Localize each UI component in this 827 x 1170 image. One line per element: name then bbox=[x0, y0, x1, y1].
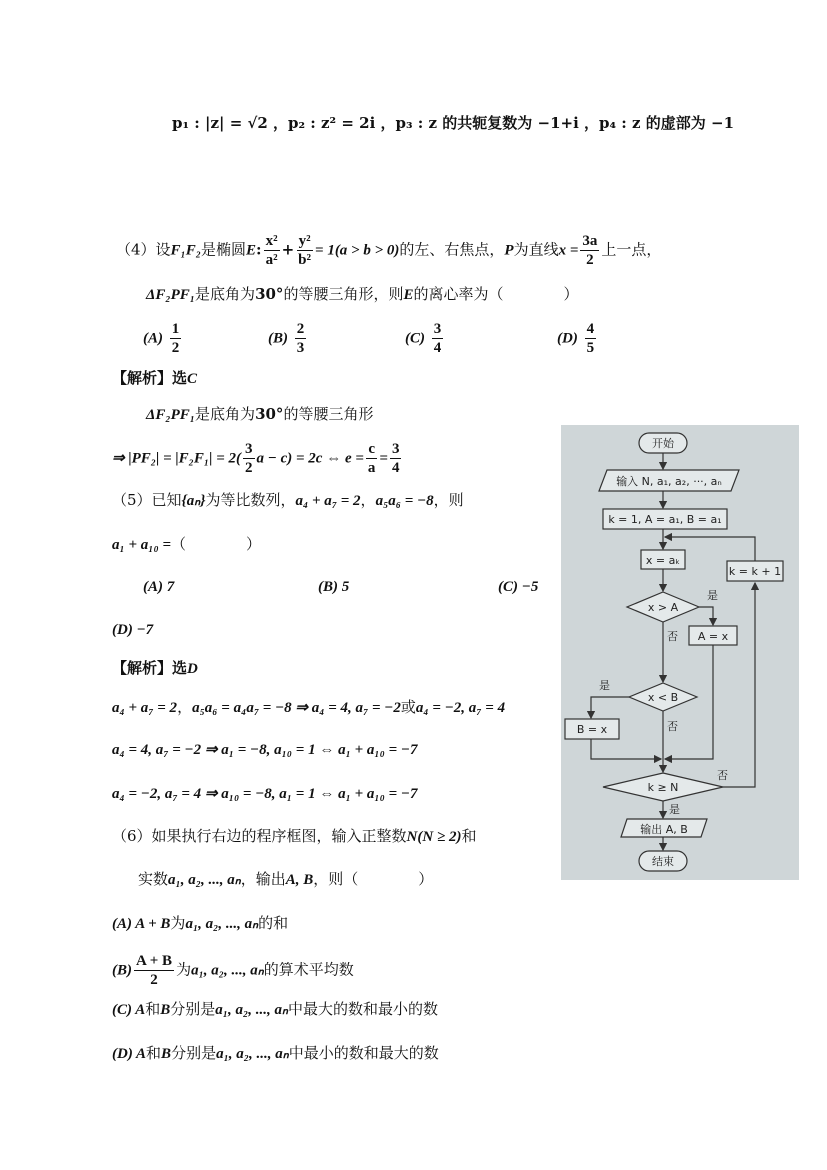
option-label: (A) bbox=[143, 330, 163, 347]
solution-math: a₅a₆ = a₄a₇ = −8 ⇒ a₄ = 4, a₇ = −2 bbox=[192, 700, 401, 716]
flow-input-label: 输入 N, a₁, a₂, ···, aₙ bbox=[616, 475, 722, 488]
frac-den: 2 bbox=[171, 340, 180, 356]
option-text: 和 bbox=[145, 1000, 161, 1018]
option-frac bbox=[134, 952, 174, 989]
q5-solution-line3: a₄ = −2, a₇ = 4 ⇒ a₁₀ = −8, a₁ = 1 ⇔ a₁ + a₁₀ = −7 bbox=[112, 786, 418, 802]
q6-text: 实数 bbox=[138, 870, 169, 888]
frac-den: 4 bbox=[433, 340, 442, 356]
option-frac bbox=[432, 320, 444, 357]
solution-text: ， bbox=[177, 698, 193, 716]
option-text: 的和 bbox=[258, 914, 289, 932]
flow-end-label: 结束 bbox=[652, 855, 674, 868]
q4-text: 为直线 bbox=[513, 240, 559, 259]
flow-setB-label: B = x bbox=[576, 723, 608, 736]
q6-stem-line1 bbox=[112, 826, 476, 847]
solution-frac bbox=[390, 440, 402, 477]
flow-init-label: k = 1, A = a₁, B = a₁ bbox=[608, 513, 722, 526]
answer-label: 【解析】选 bbox=[112, 659, 188, 677]
frac-num: 3 bbox=[391, 441, 400, 457]
proposition-line: p₁ : |z| = √2 ，p₂ : z² = 2i ，p₃ : z 的共轭复数为 −1+i ，p₄ : z 的虚部为 −1 bbox=[172, 114, 735, 132]
q6-text: ，则（ ） bbox=[313, 870, 434, 888]
solution-math: ⇒ |PF₂| = |F₂F₁| = 2( bbox=[112, 450, 241, 467]
q5-stem-line1 bbox=[112, 490, 464, 511]
option-text: 分别是 bbox=[170, 1000, 216, 1018]
answer-choice: C bbox=[187, 371, 198, 387]
q4-frac-x bbox=[264, 232, 280, 269]
q4-angle: 30° bbox=[255, 285, 284, 303]
q5-text: （5）已知 bbox=[112, 491, 182, 509]
frac-den: 2 bbox=[245, 460, 253, 476]
flow-no1-label: 否 bbox=[667, 630, 678, 643]
q4-text: 是底角为 bbox=[195, 285, 256, 303]
frac-den: 2 bbox=[586, 252, 594, 268]
q4-option-d bbox=[557, 320, 598, 357]
frac-num: 3 bbox=[433, 321, 442, 337]
option-text: 中最大的数和最小的数 bbox=[287, 1000, 438, 1018]
q5-math: a₁ + a₁₀ = bbox=[112, 537, 172, 553]
option-text: 为 bbox=[176, 960, 192, 979]
option-text: 的算术平均数 bbox=[263, 960, 354, 979]
q4-text: 的左、右焦点， bbox=[399, 240, 505, 259]
option-text: 和 bbox=[146, 1044, 162, 1062]
solution-text: 或 bbox=[400, 698, 416, 716]
frac-den: 3 bbox=[296, 340, 305, 356]
flow-edge bbox=[699, 607, 713, 625]
solution-frac bbox=[366, 440, 378, 477]
q6-option-c bbox=[112, 999, 438, 1020]
frac-den: a bbox=[367, 460, 376, 476]
q6-math: N(N ≥ 2) bbox=[406, 829, 462, 845]
frac-den: 2 bbox=[150, 972, 158, 988]
flow-yes2-label: 是 bbox=[599, 679, 610, 692]
flow-start-label: 开始 bbox=[652, 437, 674, 450]
option-frac bbox=[585, 320, 597, 357]
frac-den: b² bbox=[298, 252, 312, 268]
q4-answer bbox=[112, 368, 197, 389]
q4-option-b bbox=[268, 320, 308, 357]
q5-math: a₅a₆ = −8 bbox=[375, 493, 434, 509]
frac-num: 3a bbox=[582, 233, 598, 249]
q5-option-d: (D) −7 bbox=[112, 622, 154, 638]
flow-cond2-label: x < B bbox=[647, 691, 679, 704]
option-label: (B) bbox=[268, 330, 288, 347]
q6-text: 和 bbox=[461, 827, 477, 845]
option-math: B bbox=[160, 1002, 171, 1018]
option-frac bbox=[295, 320, 307, 357]
q5-stem-line2 bbox=[112, 534, 261, 555]
q4-option-a bbox=[143, 320, 183, 357]
q4-E: E bbox=[246, 242, 257, 259]
flow-edge bbox=[591, 739, 661, 759]
q5-seq: {aₙ} bbox=[181, 493, 206, 509]
option-math: a₁, a₂, ..., aₙ bbox=[215, 1002, 288, 1018]
q5-text: ， bbox=[360, 491, 376, 509]
option-math: (D) A bbox=[112, 1046, 147, 1062]
q4-plus: + bbox=[281, 240, 295, 259]
flow-cond1-label: x > A bbox=[647, 601, 679, 614]
frac-num: 4 bbox=[586, 321, 595, 337]
option-math: a₁, a₂, ..., aₙ bbox=[216, 1046, 289, 1062]
frac-den: a² bbox=[265, 252, 278, 268]
solution-math: a₄ = −2, a₇ = 4 bbox=[415, 700, 506, 716]
q4-colon: : bbox=[256, 240, 262, 259]
q4-option-c bbox=[405, 320, 445, 357]
flow-no2-label: 否 bbox=[667, 720, 678, 733]
q5-math: a₄ + a₇ = 2 bbox=[295, 493, 361, 509]
q5-option-b: (B) 5 bbox=[318, 579, 350, 595]
q6-option-b bbox=[112, 952, 354, 989]
solution-text: 是底角为 bbox=[195, 405, 256, 423]
option-label: (B) bbox=[112, 962, 132, 979]
q5-text: ，则 bbox=[433, 491, 464, 509]
option-text: 为 bbox=[170, 914, 186, 932]
option-math: a₁, a₂, ..., aₙ bbox=[185, 916, 259, 932]
option-math: (A) A + B bbox=[112, 916, 171, 932]
option-text: 分别是 bbox=[171, 1044, 217, 1062]
q5-option-a: (A) 7 bbox=[143, 579, 175, 595]
q4-stem-line2 bbox=[146, 284, 578, 305]
flow-yes3-label: 是 bbox=[669, 803, 680, 816]
q4-text: 是椭圆 bbox=[201, 240, 247, 259]
q4-stem-line1 bbox=[116, 232, 661, 269]
solution-angle: 30° bbox=[255, 405, 284, 423]
q5-text: （ ） bbox=[171, 535, 262, 553]
q4-xeq: x = bbox=[558, 242, 579, 259]
flow-edge bbox=[723, 583, 755, 787]
solution-math: a − c) = 2c ⇔ e = bbox=[256, 450, 364, 467]
option-math: (C) A bbox=[112, 1002, 146, 1018]
q5-solution-line2: a₄ = 4, a₇ = −2 ⇒ a₁ = −8, a₁₀ = 1 ⇔ a₁ + a₁₀ = −7 bbox=[112, 742, 418, 758]
answer-choice: D bbox=[187, 661, 198, 677]
option-math: a₁, a₂, ..., aₙ bbox=[191, 962, 264, 979]
solution-text: 的等腰三角形 bbox=[283, 405, 374, 423]
frac-den: 5 bbox=[586, 340, 595, 356]
frac-den: 4 bbox=[391, 460, 400, 476]
q5-solution-line1 bbox=[112, 697, 505, 718]
flow-setA-label: A = x bbox=[697, 630, 729, 643]
q4-solution-line1 bbox=[146, 404, 373, 425]
frac-num: y² bbox=[298, 233, 311, 249]
frac-num: x² bbox=[265, 233, 278, 249]
q6-option-d bbox=[112, 1043, 439, 1064]
flow-no3-label: 否 bbox=[717, 769, 728, 782]
flow-output-label: 输出 A, B bbox=[640, 823, 688, 836]
q5-text: 为等比数列， bbox=[205, 491, 296, 509]
flow-edge bbox=[591, 697, 629, 718]
frac-num: 3 bbox=[245, 441, 253, 457]
option-label: (C) bbox=[405, 330, 425, 347]
q6-text: （6）如果执行右边的程序框图，输入正整数 bbox=[112, 827, 407, 845]
option-text: 中最小的数和最大的数 bbox=[288, 1044, 439, 1062]
frac-num: 2 bbox=[296, 321, 305, 337]
solution-math: ΔF₂PF₁ bbox=[146, 407, 196, 423]
option-frac bbox=[170, 320, 182, 357]
flow-yes1-label: 是 bbox=[707, 589, 718, 602]
solution-frac bbox=[243, 440, 255, 477]
answer-label: 【解析】选 bbox=[112, 369, 188, 387]
q5-option-c: (C) −5 bbox=[498, 579, 539, 595]
q4-text: 的等腰三角形，则 bbox=[283, 285, 404, 303]
flow-increment-label: k = k + 1 bbox=[728, 565, 782, 578]
q6-stem-line2 bbox=[138, 869, 433, 890]
q4-text: 上一点， bbox=[601, 240, 662, 259]
q4-text: 的离心率为（ ） bbox=[413, 285, 579, 303]
q4-P: P bbox=[504, 242, 514, 259]
q4-E: E bbox=[403, 287, 414, 303]
q4-cond: = 1(a > b > 0) bbox=[315, 242, 400, 259]
option-label: (D) bbox=[557, 330, 578, 347]
solution-math: = bbox=[379, 450, 388, 467]
option-math: B bbox=[161, 1046, 172, 1062]
solution-math: a₄ + a₇ = 2 bbox=[112, 700, 178, 716]
frac-num: 1 bbox=[171, 321, 180, 337]
frac-num: c bbox=[368, 441, 375, 457]
q6-math: a₁, a₂, ..., aₙ bbox=[168, 872, 241, 888]
q6-math: A, B bbox=[285, 872, 314, 888]
q4-solution-line2 bbox=[112, 440, 403, 477]
program-flowchart bbox=[561, 425, 799, 880]
q4-prefix: （4）设 bbox=[116, 240, 171, 259]
q6-text: ，输出 bbox=[240, 870, 286, 888]
flow-assign-label: x = aₖ bbox=[645, 554, 681, 567]
q5-answer bbox=[112, 658, 198, 679]
q4-triangle: ΔF₂PF₁ bbox=[146, 287, 196, 303]
q6-option-a bbox=[112, 913, 288, 934]
q4-frac-3a2 bbox=[580, 232, 599, 269]
flow-cond3-label: k ≥ N bbox=[647, 781, 679, 794]
frac-num: A + B bbox=[136, 953, 173, 969]
q4-frac-y bbox=[296, 232, 313, 269]
q4-f1f2: F₁F₂ bbox=[170, 242, 202, 259]
